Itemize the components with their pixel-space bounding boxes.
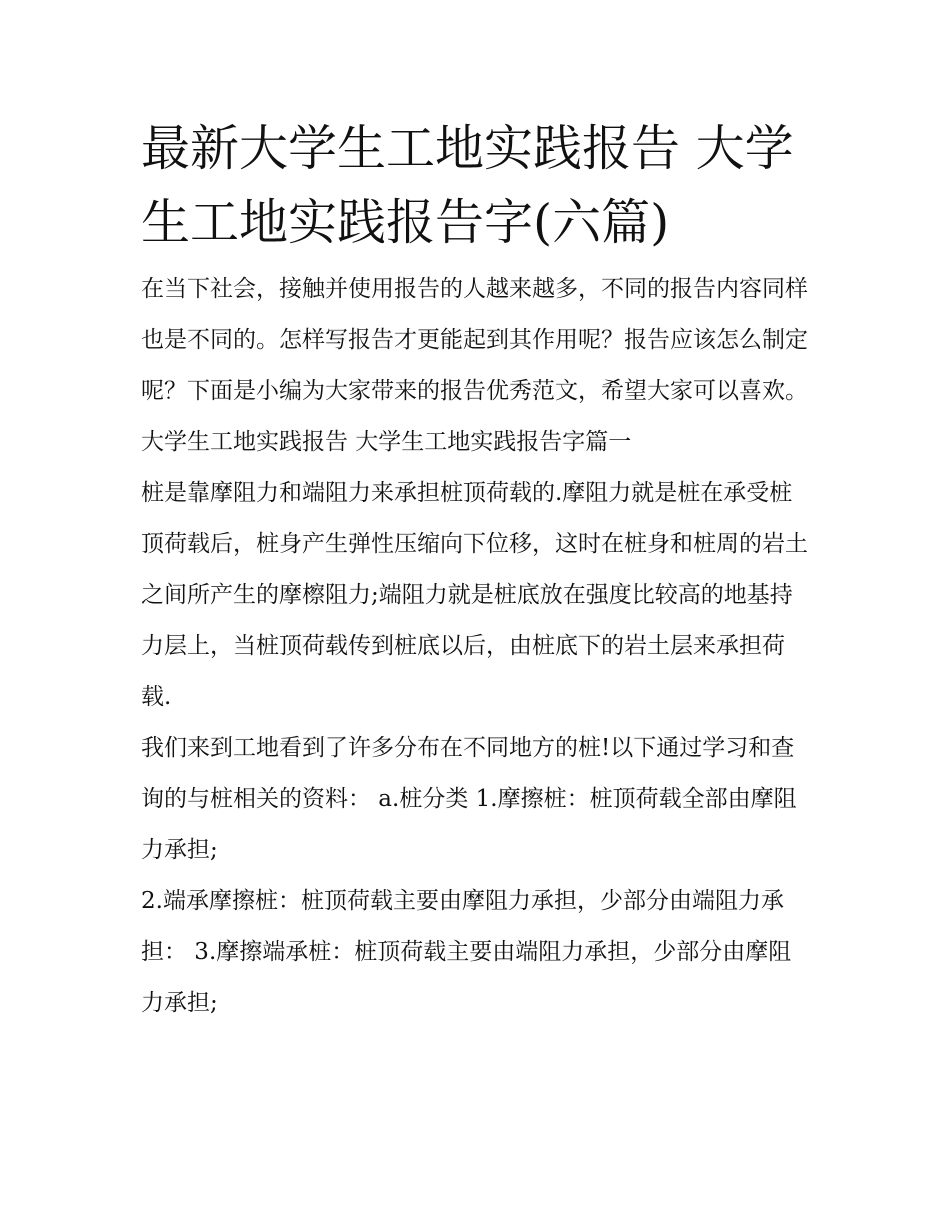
document-body	[141, 264, 813, 1029]
section-heading: 大学生工地实践报告 大学生工地实践报告字篇一	[141, 429, 632, 455]
body-paragraph: 我们来到工地看到了许多分布在不同地方的桩!以下通过学习和查询的与桩相关的资料： a.桩分类 1.摩擦桩：桩顶荷载全部由摩阻力承担;	[141, 735, 797, 863]
body-paragraph: 桩是靠摩阻力和端阻力来承担桩顶荷载的.摩阻力就是桩在承受桩顶荷载后，桩身产生弹性压缩向下位移，这时在桩身和桩周的岩土之间所产生的摩檫阻力;端阻力就是桩底放在强度比较高的地基持力层上，当桩顶荷载传到桩底以后，由桩底下的岩土层来承担荷载.	[141, 480, 808, 710]
document-page	[141, 112, 813, 1029]
intro-paragraph: 在当下社会，接触并使用报告的人越来越多，不同的报告内容同样也是不同的。怎样写报告才更能起到其作用呢？报告应该怎么制定呢？下面是小编为大家带来的报告优秀范文，希望大家可以喜欢。	[141, 276, 808, 404]
body-paragraph: 2.端承摩擦桩：桩顶荷载主要由摩阻力承担，少部分由端阻力承担： 3.摩擦端承桩：桩顶荷载主要由端阻力承担，少部分由摩阻力承担;	[141, 888, 792, 1016]
document-title: 最新大学生工地实践报告 大学生工地实践报告字(六篇)	[141, 120, 794, 251]
